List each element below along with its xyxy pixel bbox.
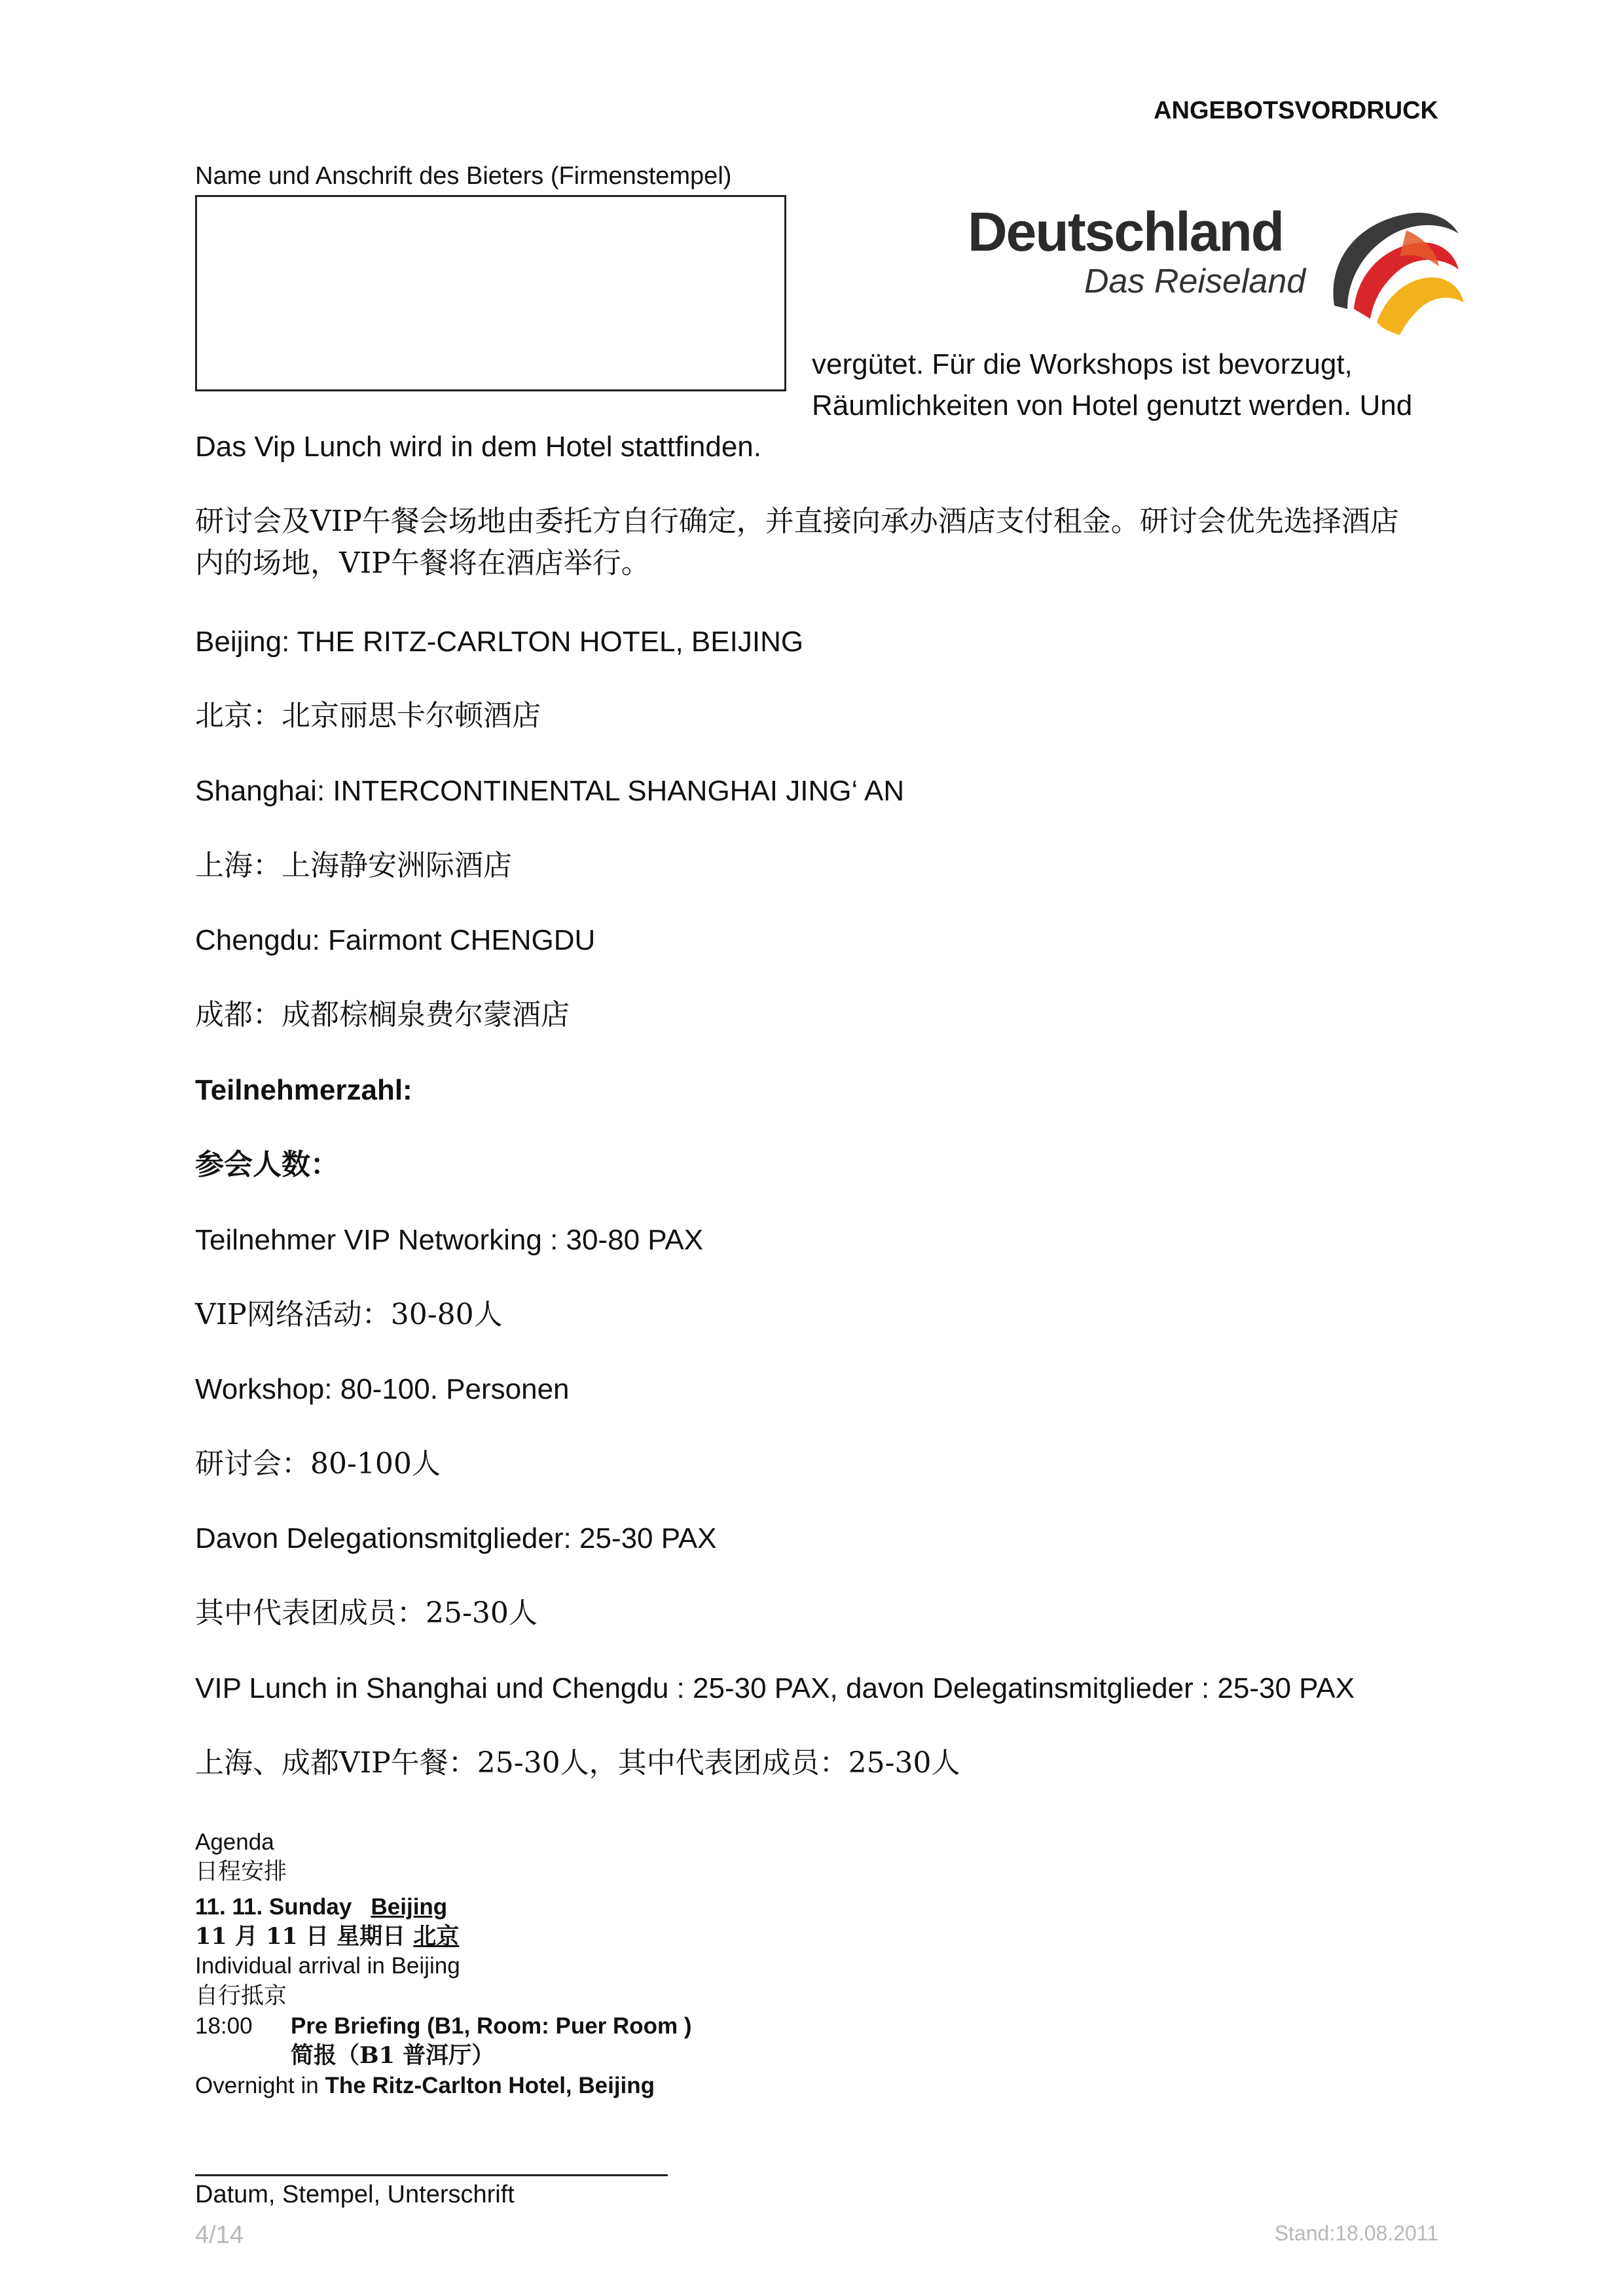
agenda-title-zh: 日程安排 <box>195 1859 287 1885</box>
logo-tagline: Das Reiseland <box>1084 262 1306 300</box>
agenda-arrival-zh: 自行抵京 <box>195 1983 287 2009</box>
bidder-label: Name und Anschrift des Bieters (Firmenstempel) <box>195 162 732 190</box>
agenda-date-zh-text: 11 月 11 日 星期日 <box>195 1923 406 1950</box>
form-title: ANGEBOTSVORDRUCK <box>1154 97 1438 124</box>
agenda-city: Beijing <box>371 1894 448 1920</box>
hotel-shanghai-zh: 上海：上海静安洲际酒店 <box>195 849 512 882</box>
agenda-time: 18:00 <box>195 2013 253 2039</box>
participants-lunch-zh: 上海、成都VIP午餐：25-30人，其中代表团成员：25-30人 <box>195 1746 960 1780</box>
intro-line-2: Räumlichkeiten von Hotel genutzt werden. Und <box>812 389 1413 422</box>
agenda-overnight-prefix: Overnight in <box>195 2073 325 2098</box>
logo-wordmark: Deutschland <box>968 201 1284 262</box>
stand-date: Stand:18.08.2011 <box>1274 2221 1438 2245</box>
agenda-date-text: 11. 11. Sunday <box>195 1894 352 1920</box>
agenda-date <box>195 1893 447 1922</box>
hotel-shanghai: Shanghai: INTERCONTINENTAL SHANGHAI JING‘ AN <box>195 775 905 807</box>
participants-workshop: Workshop: 80-100. Personen <box>195 1373 570 1405</box>
participants-workshop-zh: 研讨会：80-100人 <box>195 1447 441 1480</box>
intro-zh-line-2: 内的场地，VIP午餐将在酒店举行。 <box>195 547 650 580</box>
participants-lunch: VIP Lunch in Shanghai und Chengdu : 25-30 PAX, davon Delegatinsmitglieder : 25-30 PAX <box>195 1672 1355 1704</box>
signature-label: Datum, Stempel, Unterschrift <box>195 2181 515 2208</box>
participants-heading: Teilnehmerzahl: <box>195 1074 412 1106</box>
participants-vip: Teilnehmer VIP Networking : 30-80 PAX <box>195 1224 704 1256</box>
intro-zh-line-1: 研讨会及VIP午餐会场地由委托方自行确定，并直接向承办酒店支付租金。研讨会优先选择酒店 <box>195 505 1399 538</box>
agenda-title: Agenda <box>195 1829 274 1855</box>
participants-delegation: Davon Delegationsmitglieder: 25-30 PAX <box>195 1522 717 1554</box>
agenda-arrival: Individual arrival in Beijing <box>195 1953 460 1979</box>
hotel-chengdu-zh: 成都：成都棕榈泉费尔蒙酒店 <box>195 998 570 1031</box>
agenda-briefing-zh: 简报（B1 普洱厅） <box>291 2042 495 2069</box>
agenda-date-zh <box>195 1922 459 1951</box>
logo-swirl-icon <box>1308 191 1465 335</box>
agenda-city-zh: 北京 <box>413 1923 460 1950</box>
participants-delegation-zh: 其中代表团成员：25-30人 <box>195 1596 538 1630</box>
signature-line <box>195 2174 668 2176</box>
page-number: 4/14 <box>195 2221 244 2249</box>
agenda-briefing: Pre Briefing (B1, Room: Puer Room ) <box>291 2013 692 2039</box>
participants-vip-zh: VIP网络活动：30-80人 <box>195 1298 503 1331</box>
hotel-beijing-zh: 北京：北京丽思卡尔顿酒店 <box>195 699 541 732</box>
deutschland-logo <box>968 191 1465 335</box>
company-stamp-box <box>195 195 786 391</box>
hotel-beijing: Beijing: THE RITZ-CARLTON HOTEL, BEIJING <box>195 626 804 658</box>
intro-line-1: vergütet. Für die Workshops ist bevorzugt, <box>812 348 1353 380</box>
participants-heading-zh: 参会人数： <box>195 1148 339 1181</box>
hotel-chengdu: Chengdu: Fairmont CHENGDU <box>195 924 596 956</box>
intro-line-3: Das Vip Lunch wird in dem Hotel stattfinden. <box>195 431 761 463</box>
agenda-overnight <box>195 2072 655 2100</box>
agenda-overnight-hotel: The Ritz-Carlton Hotel, Beijing <box>325 2073 655 2098</box>
